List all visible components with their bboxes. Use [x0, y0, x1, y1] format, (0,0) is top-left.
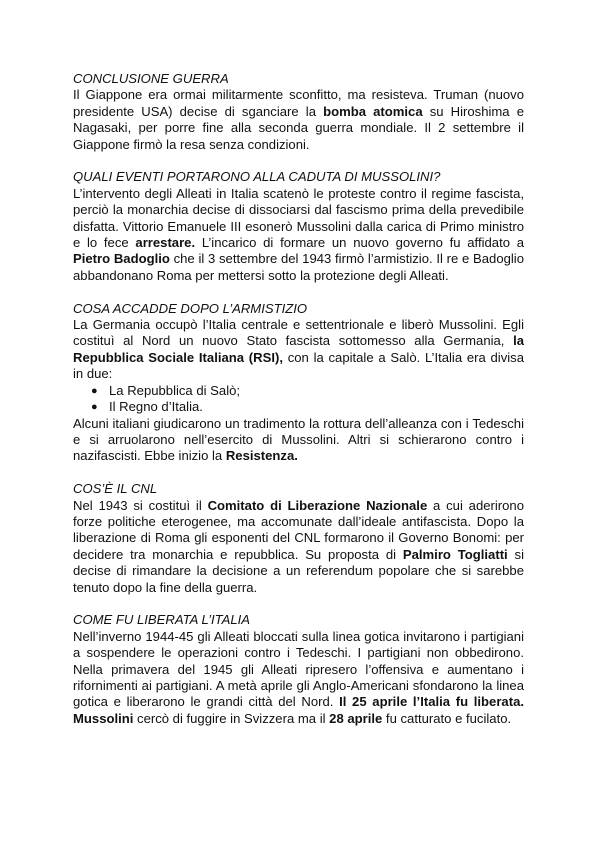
text-run: a cui aderirono forze politiche eterogenee, ma accomunate dall’ideale antifascista. Dopo la liberazione di Roma gli esponenti del CNL formarono il Governo Bonomi: per decidere tra monarchia e repubblica. Su proposta di	[73, 497, 524, 562]
text-run: fu catturato e fucilato.	[382, 710, 512, 726]
section-paragraph	[73, 87, 524, 153]
section-paragraph	[73, 416, 524, 465]
list-item: ● Il Regno d’Italia.	[91, 399, 524, 415]
text-run: Nel 1943 si costituì il	[73, 497, 208, 513]
list-item: ● La Repubblica di Salò;	[91, 383, 524, 399]
text-run: che il 3 settembre del 1943 firmò l’armistizio. Il re e Badoglio abbandonano Roma per mettersi sotto la protezione degli Alleati.	[73, 251, 524, 283]
section-caduta-mussolini	[73, 169, 524, 284]
section-paragraph	[73, 629, 524, 727]
text-run: L’intervento degli Alleati in Italia scatenò le proteste contro il regime fascista, perciò la monarchia decise di dissociarsi dal fascismo prima della prevedibile disfatta. Vittorio Emanuele III esonerò Mussolini dalla carica di Primo ministro e lo fece	[73, 185, 524, 251]
section-paragraph	[73, 186, 524, 284]
bold-term: Comitato di Liberazione Nazionale	[207, 497, 428, 513]
section-heading: QUALI EVENTI PORTARONO ALLA CADUTA DI MUSSOLINI?	[73, 169, 441, 185]
text-run: Nell’inverno 1944-45 gli Alleati bloccati sulla linea gotica invitarono i partigiani a sospendere le operazioni contro i Tedeschi. I partigiani non obbedirono. Nella primavera del 1945 gli Alleati ripresero l’offensiva e aumentano i rifornimenti ai partigiani. A metà aprile gli Anglo-Americani sfondarono la linea gotica e liberarono le grandi città del Nord.	[73, 628, 524, 710]
bold-term: la Repubblica Sociale Italiana (RSI),	[73, 333, 524, 365]
text-run: cercò di fuggire in Svizzera ma il	[133, 710, 330, 726]
section-cnl	[73, 481, 524, 596]
section-paragraph	[73, 317, 524, 383]
bold-term: bomba atomica	[323, 103, 423, 119]
text-run: si decise di rimandare la decisione a un referendum popolare che si sarebbe tenuto dopo la fine della guerra.	[73, 546, 525, 595]
section-heading: CONCLUSIONE GUERRA	[73, 71, 229, 86]
section-paragraph	[73, 498, 524, 596]
text-run: su Hiroshima e Nagasaki, per porre fine alla seconda guerra mondiale. Il 2 settembre il Giappone firmò la resa senza condizioni.	[73, 103, 524, 152]
text-run: Il Giappone era ormai militarmente sconfitto, ma resisteva. Truman (nuovo presidente USA) decise di sganciare la	[73, 87, 524, 119]
section-liberazione	[73, 612, 524, 727]
section-armistizio	[73, 301, 524, 465]
section-heading: COS’È IL CNL	[73, 481, 158, 497]
text-run: Alcuni italiani giudicarono un tradimento la rottura dell’alleanza con i Tedeschi e si arruolarono nell’esercito di Mussolini. Altri si schierarono contro i nazifascisti. Ebbe inizio la	[73, 415, 524, 464]
section-heading: COSA ACCADDE DOPO L’ARMISTIZIO	[73, 300, 308, 316]
text-run: La Germania occupò l’Italia centrale e settentrionale e liberò Mussolini. Egli costituì al Nord un nuovo Stato fascista sottomesso alla Germania,	[73, 317, 524, 349]
bold-term: Pietro Badoglio	[73, 251, 170, 267]
bullet-list	[73, 383, 524, 416]
bold-term: Palmiro Togliatti	[402, 546, 508, 562]
text-run: L’incarico di formare un nuovo governo fu affidato a	[195, 235, 524, 251]
section-conclusione-guerra	[73, 71, 524, 153]
bold-term: 28 aprile	[329, 710, 383, 726]
bold-term: arrestare.	[135, 235, 196, 251]
bold-term: Il 25 aprile l’Italia fu liberata. Mussolini	[73, 694, 524, 726]
text-run: con la capitale a Salò. L’Italia era divisa in due:	[73, 349, 524, 382]
bold-term: Resistenza.	[225, 448, 298, 464]
section-heading: COME FU LIBERATA L’ITALIA	[73, 612, 251, 628]
